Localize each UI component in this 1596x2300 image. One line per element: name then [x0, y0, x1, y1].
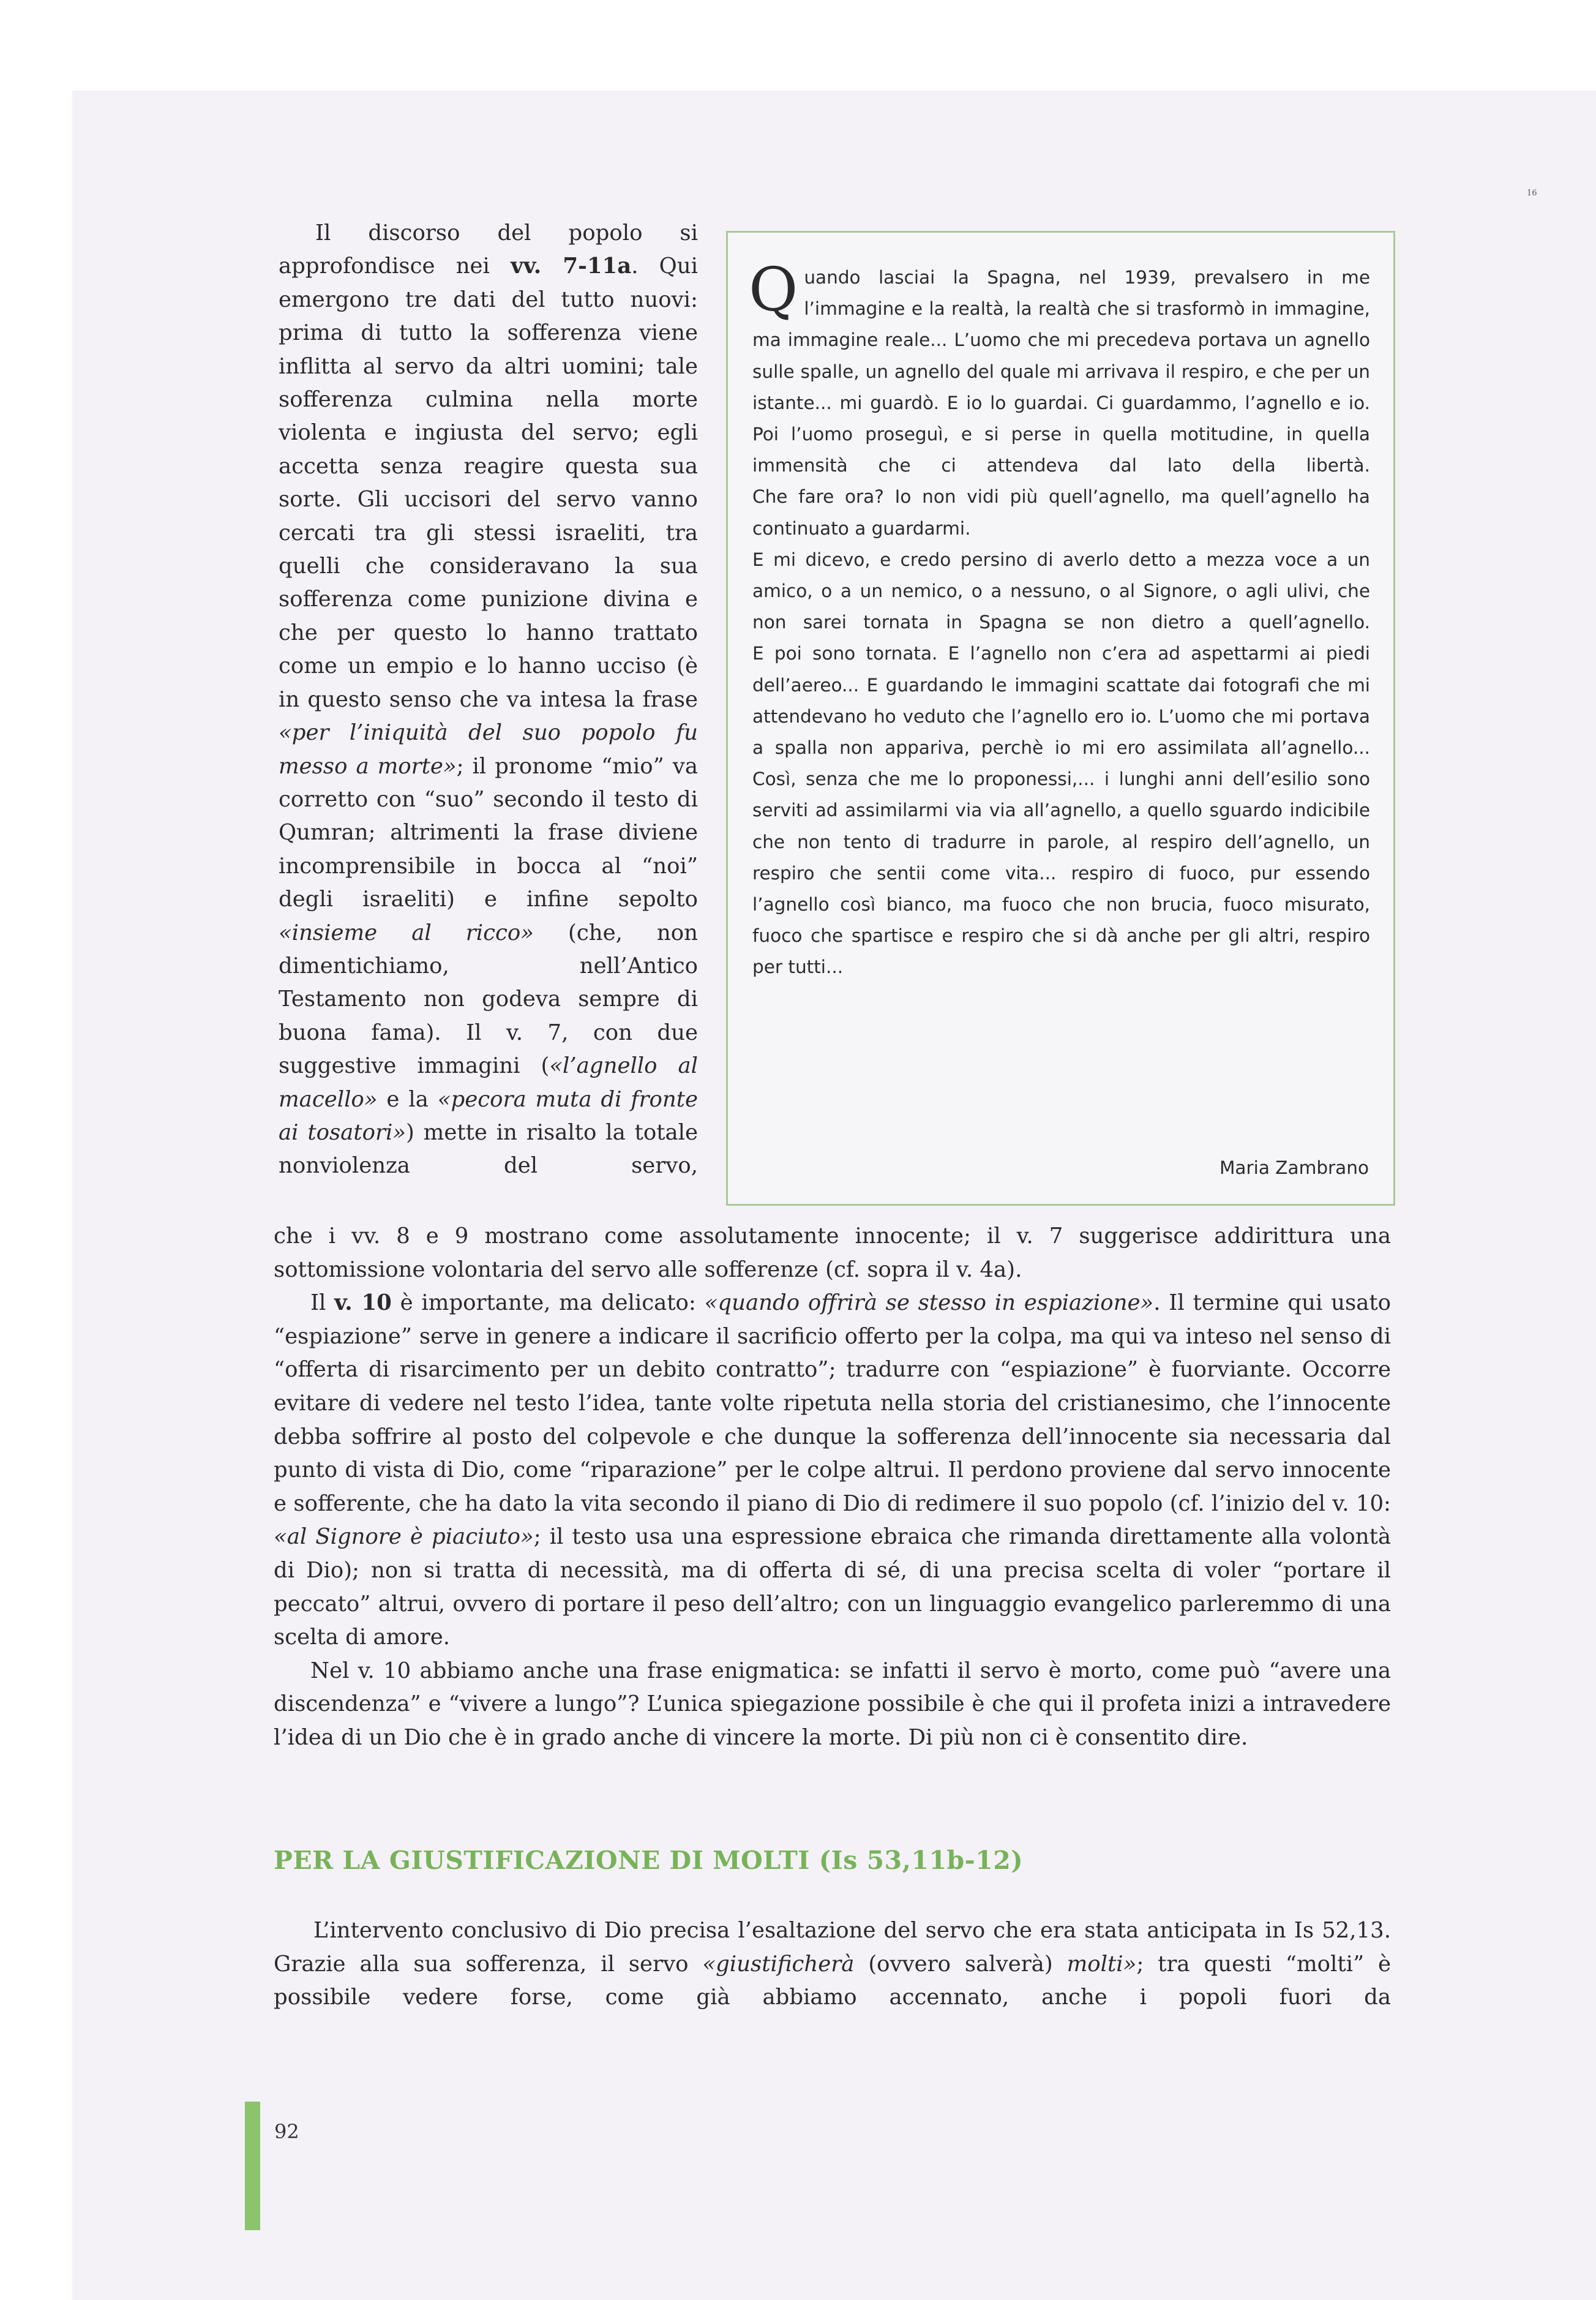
drop-cap: Q	[749, 255, 798, 325]
paragraph-conclusion: L’intervento conclusivo di Dio precisa l’esaltazione del servo che era stata anticipata in Is 52,13. Grazie alla sua sofferenza, il servo «giustificherà (ovvero salverà) molti»; tra questi “molti” è possibile vedere forse, come già abbiamo accennato, anche i popoli fuori da	[274, 1918, 1392, 2010]
left-column-text	[279, 217, 698, 1183]
quote-paragraph: E poi sono tornata. E l’agnello non c’era ad aspettarmi ai piedi dell’aereo... E guardando le immagini scattate dai fotografi che mi attendevano ho veduto che l’agnello ero io. L’uomo che mi portava a spalla non appariva, perchè io mi ero assimilata all’agnello...	[752, 643, 1370, 759]
page-number-bar	[245, 2102, 260, 2230]
quote-text	[749, 255, 1370, 983]
quote-paragraph: Quando lasciai la Spagna, nel 1939, prevalsero in me l’immagine e la realtà, la realtà che si trasformò in immagine, ma immagine reale... L’uomo che mi precedeva portava un agnello sulle spalle, un agnello del quale mi arrivava il respiro, e che per un istante... mi guardò. E io lo guardai. Ci guardammo, l’agnello e io. Poi l’uomo proseguì, e si perse in quella motitudine, in quella immensità che ci attendeva dal lato della libertà.	[749, 255, 1370, 476]
quote-paragraph: E mi dicevo, e credo persino di averlo detto a mezza voce a un amico, o a un nemico, o a nessuno, o al Signore, o agli ulivi, che non sarei tornata in Spagna se non dietro a quell’agnello.	[752, 549, 1370, 633]
quote-author: Maria Zambrano	[1219, 1157, 1369, 1178]
quote-paragraph: Così, senza che me lo proponessi,... i lunghi anni dell’esilio sono serviti ad assimilarmi via via all’agnello, a quello sguardo indicibile che non tento di tradurre in parole, al respiro dell’agnello, un respiro che sentii come vita... respiro di fuoco, pur essendo l’agnello così bianco, ma fuoco che non brucia, fuoco misurato, fuoco che spartisce e respiro che si dà anche per gli altri, respiro per tutti...	[752, 769, 1370, 978]
quote-box	[726, 231, 1395, 1206]
corner-page-number: 16	[1527, 189, 1537, 198]
paragraph-enigmatic: Nel v. 10 abbiamo anche una frase enigmatica: se infatti il servo è morto, come può “avere una discendenza” e “vivere a lungo”? L’unica spiegazione possibile è che qui il profeta inizi a intravedere l’idea di un Dio che è in grado anche di vincere la morte. Di più non ci è consentito dire.	[274, 1658, 1391, 1750]
paragraph-continuation: che i vv. 8 e 9 mostrano come assolutamente innocente; il v. 7 suggerisce addirittura una sottomissione volontaria del servo alle sofferenze (cf. sopra il v. 4a).	[274, 1223, 1391, 1282]
quote-paragraph: Che fare ora? Io non vidi più quell’agnello, ma quell’agnello ha continuato a guardarmi.	[752, 486, 1370, 539]
full-width-text	[274, 1220, 1391, 1755]
paragraph-vv-7-11a: Il discorso del popolo si approfondisce nei vv. 7-11a. Qui emergono tre dati del tutto nuovi: prima di tutto la sofferenza viene inflitta al servo da altri uomini; tale sofferenza culmina nella morte violenta e ingiusta del servo; egli accetta senza reagire questa sua sorte. Gli uccisori del servo vanno cercati tra gli stessi israeliti, tra quelli che consideravano la sua sofferenza come punizione divina e che per questo lo hanno trattato come un empio e lo hanno ucciso (è in questo senso che va intesa la frase «per l’iniquità del suo popolo fu messo a morte»; il pronome “mio” va corretto con “suo” secondo il testo di Qumran; altrimenti la frase diviene incomprensibile in bocca al “noi” degli israeliti) e infine sepolto «insieme al ricco» (che, non dimentichiamo, nell’Antico Testamento non godeva sempre di buona fama). Il v. 7, con due suggestive immagini («l’agnello al macello» e la «pecora muta di fronte ai tosatori») mette in risalto la totale nonviolenza del servo,	[279, 220, 698, 1179]
paragraph-v-10: Il v. 10 è importante, ma delicato: «quando offrirà se stesso in espiazione». Il termine qui usato “espiazione” serve in genere a indicare il sacrificio offerto per la colpa, ma qui va inteso nel senso di “offerta di risarcimento per un debito contratto”; tradurre con “espiazione” è fuorviante. Occorre evitare di vedere nel testo l’idea, tante volte ripetuta nella storia del cristianesimo, che l’innocente debba soffrire al posto del colpevole e che dunque la sofferenza dell’innocente sia necessaria dal punto di vista di Dio, come “riparazione” per le colpe altrui. Il perdono proviene dal servo innocente e sofferente, che ha dato la vita secondo il piano di Dio di redimere il suo popolo (cf. l’inizio del v. 10: «al Signore è piaciuto»; il testo usa una espressione ebraica che rimanda direttamente alla volontà di Dio); non si tratta di necessità, ma di offerta di sé, di una precisa scelta di voler “portare il peccato” altrui, ovvero di portare il peso dell’altro; con un linguaggio evangelico parleremmo di una scelta di amore.	[274, 1290, 1391, 1650]
page-number: 92	[274, 2120, 299, 2143]
section-text	[274, 1914, 1391, 2015]
section-heading: PER LA GIUSTIFICAZIONE DI MOLTI (Is 53,11b-12)	[274, 1846, 1024, 1875]
